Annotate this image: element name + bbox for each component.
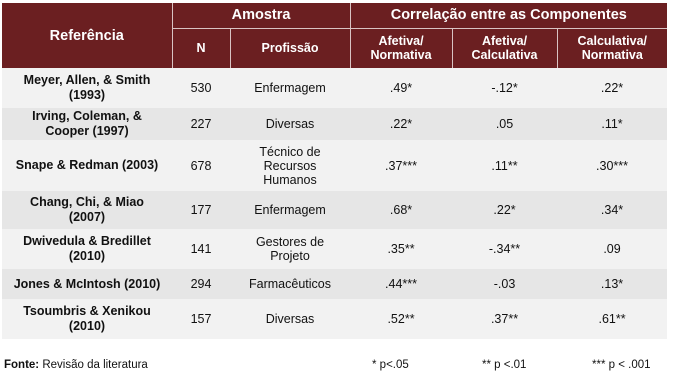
cell-afetiva-calculativa: .05 [452, 108, 557, 140]
table-row [2, 140, 667, 191]
table-row [2, 191, 667, 229]
cell-referencia: Irving, Coleman, & Cooper (1997) [2, 108, 172, 140]
cell-n: 294 [172, 269, 230, 299]
cell-afetiva-normativa: .49* [350, 68, 452, 108]
cell-n: 157 [172, 299, 230, 339]
header-afetiva-calculativa: Afetiva/ Calculativa [452, 28, 557, 68]
cell-afetiva-calculativa: -.12* [452, 68, 557, 108]
table-row [2, 229, 667, 269]
cell-n: 141 [172, 229, 230, 269]
cell-afetiva-calculativa: -.03 [452, 269, 557, 299]
cell-afetiva-normativa: .22* [350, 108, 452, 140]
header-correlacao: Correlação entre as Componentes [350, 3, 667, 28]
footer-source-text: Revisão da literatura [42, 359, 148, 371]
cell-afetiva-calculativa: .11** [452, 140, 557, 191]
footer-source [4, 359, 148, 371]
cell-n: 177 [172, 191, 230, 229]
cell-afetiva-calculativa: -.34** [452, 229, 557, 269]
cell-afetiva-normativa: .68* [350, 191, 452, 229]
cell-referencia: Dwivedula & Bredillet (2010) [2, 229, 172, 269]
footer-note-p05: * p<.05 [372, 359, 409, 371]
cell-calculativa-normativa: .34* [557, 191, 667, 229]
cell-afetiva-calculativa: .37** [452, 299, 557, 339]
cell-profissao: Diversas [230, 299, 350, 339]
cell-afetiva-normativa: .44*** [350, 269, 452, 299]
cell-calculativa-normativa: .09 [557, 229, 667, 269]
header-calculativa-normativa: Calculativa/ Normativa [557, 28, 667, 68]
table-row [2, 269, 667, 299]
cell-afetiva-normativa: .37*** [350, 140, 452, 191]
cell-n: 678 [172, 140, 230, 191]
cell-calculativa-normativa: .11* [557, 108, 667, 140]
cell-afetiva-normativa: .35** [350, 229, 452, 269]
cell-profissao: Farmacêuticos [230, 269, 350, 299]
cell-profissao: Gestores de Projeto [230, 229, 350, 269]
cell-profissao: Enfermagem [230, 191, 350, 229]
header-referencia: Referência [2, 3, 172, 68]
cell-n: 227 [172, 108, 230, 140]
cell-calculativa-normativa: .61** [557, 299, 667, 339]
cell-referencia: Tsoumbris & Xenikou (2010) [2, 299, 172, 339]
cell-referencia: Snape & Redman (2003) [2, 140, 172, 191]
correlation-table [2, 3, 667, 339]
cell-profissao: Técnico de Recursos Humanos [230, 140, 350, 191]
table-row [2, 108, 667, 140]
cell-calculativa-normativa: .13* [557, 269, 667, 299]
footer-note-p01: ** p <.01 [482, 359, 527, 371]
cell-afetiva-normativa: .52** [350, 299, 452, 339]
table-body [2, 68, 667, 339]
cell-calculativa-normativa: .22* [557, 68, 667, 108]
footer-source-label: Fonte: [4, 359, 40, 371]
cell-n: 530 [172, 68, 230, 108]
header-afetiva-normativa: Afetiva/ Normativa [350, 28, 452, 68]
footer-note-p001: *** p < .001 [592, 359, 651, 371]
cell-referencia: Chang, Chi, & Miao (2007) [2, 191, 172, 229]
cell-calculativa-normativa: .30*** [557, 140, 667, 191]
header-n: N [172, 28, 230, 68]
cell-profissao: Enfermagem [230, 68, 350, 108]
header-profissao: Profissão [230, 28, 350, 68]
cell-referencia: Meyer, Allen, & Smith (1993) [2, 68, 172, 108]
cell-afetiva-calculativa: .22* [452, 191, 557, 229]
cell-profissao: Diversas [230, 108, 350, 140]
header-amostra: Amostra [172, 3, 350, 28]
cell-referencia: Jones & McIntosh (2010) [2, 269, 172, 299]
table-row [2, 68, 667, 108]
table-row [2, 299, 667, 339]
